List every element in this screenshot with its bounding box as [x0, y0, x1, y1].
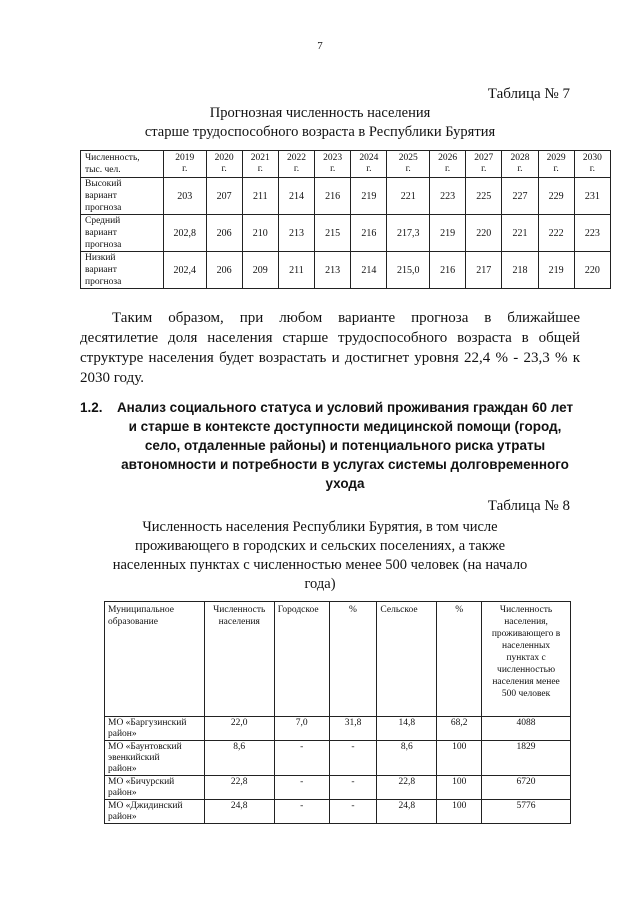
column-header: Численность населения — [204, 602, 274, 717]
table-cell: 217,3 — [387, 215, 430, 252]
table-cell: 24,8 — [377, 800, 437, 824]
table-cell: 219 — [351, 178, 387, 215]
year-header: 2028 г. — [502, 151, 538, 178]
table-cell: - — [329, 776, 377, 800]
year-header: 2025 г. — [387, 151, 430, 178]
year-header: 2020 г. — [206, 151, 242, 178]
table-cell: 22,0 — [204, 717, 274, 741]
table-row — [105, 800, 571, 824]
table-cell: 214 — [278, 178, 314, 215]
section-heading — [80, 398, 580, 493]
table-cell: 211 — [242, 178, 278, 215]
table-cell: 5776 — [482, 800, 571, 824]
year-header: 2026 г. — [429, 151, 465, 178]
table-cell: 218 — [502, 252, 538, 289]
table-cell: 8,6 — [377, 741, 437, 776]
table-cell: 68,2 — [437, 717, 482, 741]
table-cell: 22,8 — [377, 776, 437, 800]
table-cell: 6720 — [482, 776, 571, 800]
table-row — [105, 776, 571, 800]
table-cell: 223 — [574, 215, 610, 252]
column-header: % — [437, 602, 482, 717]
year-header: 2029 г. — [538, 151, 574, 178]
table-cell: - — [329, 800, 377, 824]
table-cell: 221 — [387, 178, 430, 215]
table7-caption: Таблица № 7 — [487, 86, 570, 102]
year-header: 2027 г. — [466, 151, 502, 178]
year-header: 2021 г. — [242, 151, 278, 178]
population-table — [104, 601, 571, 824]
table-cell: 214 — [351, 252, 387, 289]
table-cell: 216 — [351, 215, 387, 252]
table7-title-line: Прогнозная численность населения — [209, 105, 431, 121]
table-cell: 31,8 — [329, 717, 377, 741]
table-cell: 217 — [466, 252, 502, 289]
table-cell: 223 — [429, 178, 465, 215]
table-cell: 100 — [437, 776, 482, 800]
section-title — [110, 398, 580, 493]
table-cell: 211 — [278, 252, 314, 289]
table-cell: 209 — [242, 252, 278, 289]
table-cell: 24,8 — [204, 800, 274, 824]
section-title-line: и старше в контексте доступности медицинской помощи (город, — [128, 419, 562, 434]
table8-title-line: проживающего в городских и сельских поселениях, а также — [134, 538, 506, 554]
municipality-name: МО «Баргузинский район» — [105, 717, 205, 741]
conclusion-paragraph — [80, 308, 580, 388]
table8-title-line: года) — [304, 576, 336, 592]
table-cell: 215,0 — [387, 252, 430, 289]
table-cell: - — [274, 800, 329, 824]
table-cell: 8,6 — [204, 741, 274, 776]
table-cell: 4088 — [482, 717, 571, 741]
table-cell: 227 — [502, 178, 538, 215]
table8-caption: Таблица № 8 — [487, 498, 570, 514]
year-header: 2024 г. — [351, 151, 387, 178]
forecast-table-header-row — [81, 151, 611, 178]
table-cell: - — [329, 741, 377, 776]
population-table-header-row — [105, 602, 571, 717]
section-title-line: автономности и потребности в услугах системы долговременного — [121, 457, 569, 472]
table-row — [81, 215, 611, 252]
corner-header-line: тыс. чел. — [85, 165, 121, 175]
table8-title-line: населенных пунктах с численностью менее 500 человек (на начало — [112, 557, 528, 573]
table-row — [81, 252, 611, 289]
table-cell: 210 — [242, 215, 278, 252]
table-row — [81, 178, 611, 215]
table-cell: 1829 — [482, 741, 571, 776]
table-cell: 206 — [206, 252, 242, 289]
table-cell: 213 — [315, 252, 351, 289]
year-header: 2022 г. — [278, 151, 314, 178]
table8-title-line: Численность населения Республики Бурятия, в том числе — [142, 519, 498, 535]
table8-title — [0, 518, 640, 594]
table-cell: 207 — [206, 178, 242, 215]
table-cell: 7,0 — [274, 717, 329, 741]
table-row — [105, 741, 571, 776]
column-header: Муниципальное образование — [105, 602, 205, 717]
year-header: 2023 г. — [315, 151, 351, 178]
section-title-line: Анализ социального статуса и условий проживания граждан 60 лет — [116, 400, 574, 415]
table-cell: 220 — [466, 215, 502, 252]
table-cell: 215 — [315, 215, 351, 252]
column-header: Городское — [274, 602, 329, 717]
variant-label: Низкий вариант прогноза — [81, 252, 164, 289]
table-cell: 231 — [574, 178, 610, 215]
table-cell: 100 — [437, 741, 482, 776]
variant-label: Высокий вариант прогноза — [81, 178, 164, 215]
table-row — [105, 717, 571, 741]
table7-title — [0, 104, 640, 142]
table-cell: 203 — [164, 178, 207, 215]
table-cell: 202,4 — [164, 252, 207, 289]
variant-label: Средний вариант прогноза — [81, 215, 164, 252]
corner-header-line: Численность, — [85, 153, 140, 163]
table-cell: - — [274, 776, 329, 800]
table7-title-line: старше трудоспособного возраста в Республики Бурятия — [144, 124, 496, 140]
municipality-name: МО «Баунтовский эвенкийский район» — [105, 741, 205, 776]
table-cell: 14,8 — [377, 717, 437, 741]
year-header: 2019 г. — [164, 151, 207, 178]
table-cell: 22,8 — [204, 776, 274, 800]
municipality-name: МО «Джидинский район» — [105, 800, 205, 824]
paragraph-line: Таким образом, при любом варианте прогноза в ближайшее — [112, 310, 580, 326]
page-number: 7 — [317, 40, 323, 52]
table-cell: 100 — [437, 800, 482, 824]
paragraph-line: структуре населения будет возрастать и достигнет уровня 22,4 % - 23,3 % к — [80, 350, 580, 366]
forecast-table — [80, 150, 611, 289]
table-cell: 222 — [538, 215, 574, 252]
table-cell: 219 — [429, 215, 465, 252]
paragraph-line: 2030 году. — [80, 370, 144, 386]
section-title-line: село, отдаленные районы) и потенциального риска утраты — [144, 438, 546, 453]
section-title-line: ухода — [325, 476, 365, 491]
corner-header — [81, 151, 164, 178]
table-cell: 220 — [574, 252, 610, 289]
municipality-name: МО «Бичурский район» — [105, 776, 205, 800]
table-cell: 225 — [466, 178, 502, 215]
table-cell: 216 — [429, 252, 465, 289]
table-cell: - — [274, 741, 329, 776]
table-cell: 221 — [502, 215, 538, 252]
table-cell: 202,8 — [164, 215, 207, 252]
column-header: Сельское — [377, 602, 437, 717]
table-cell: 213 — [278, 215, 314, 252]
paragraph-line: десятилетие доля населения старше трудоспособного возраста в общей — [80, 330, 580, 346]
year-header: 2030 г. — [574, 151, 610, 178]
table-cell: 206 — [206, 215, 242, 252]
column-header: % — [329, 602, 377, 717]
table-cell: 219 — [538, 252, 574, 289]
column-header: Численность населения, проживающего в населенных пунктах с численностью населения менее 500 человек — [482, 602, 571, 717]
table-cell: 229 — [538, 178, 574, 215]
section-number: 1.2. — [80, 400, 103, 415]
table-cell: 216 — [315, 178, 351, 215]
